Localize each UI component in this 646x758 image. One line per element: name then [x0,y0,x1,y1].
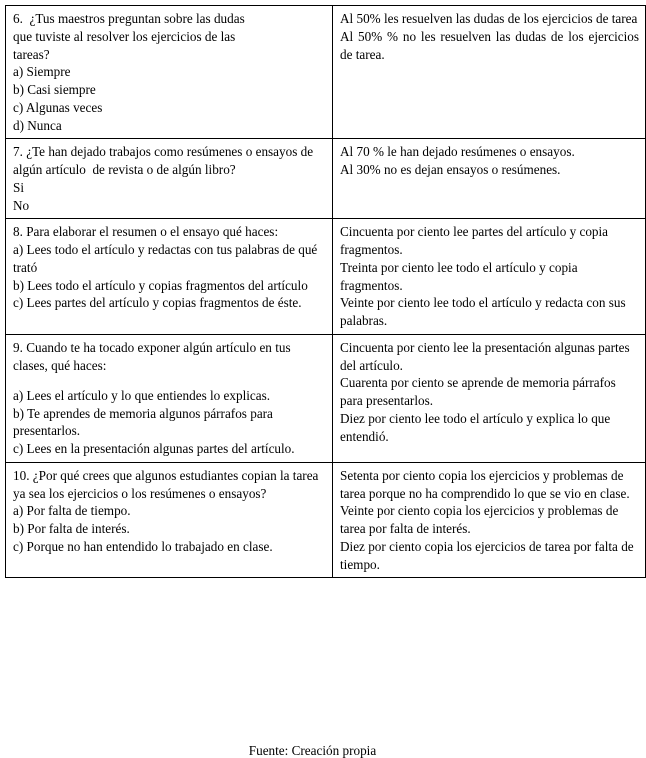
question-option: b) Te aprendes de memoria algunos párrafos para presentarlos. [13,405,277,439]
answer-line: Al 50% % no les resuelven las dudas de los ejercicios de tarea. [340,28,643,62]
question-cell-q6 [6,6,333,139]
answer-line: Al 30% no es dejan ensayos o resúmenes. [340,162,561,177]
answer-line: Cuarenta por ciento se aprende de memoria párrafos para presentarlos. [340,375,620,408]
question-cell-q7 [6,139,333,219]
question-option: d) Nunca [13,117,62,133]
table-row [6,219,646,335]
question-line: 6. ¿Tus maestros preguntan sobre las dudas [13,11,245,26]
question-line: 9. Cuando te ha tocado exponer algún artículo en tus clases, qué haces: [13,339,294,373]
question-line: 7. ¿Te han dejado trabajos como resúmenes o ensayos de algún artículo de revista o de algún libro? [13,144,317,177]
figure-caption-clipped [0,743,625,758]
answer-line: Setenta por ciento copia los ejercicios y problemas de tarea porque no ha comprendido lo que se vio en clase. [340,467,630,501]
answer-line: Veinte por ciento copia los ejercicios y problemas de tarea por falta de interés. [340,503,622,537]
question-option: a) Lees el artículo y lo que entiendes lo explicas. [13,387,271,403]
answer-line: Veinte por ciento lee todo el artículo y redacta con sus palabras. [340,295,629,328]
question-option: b) Casi siempre [13,82,96,97]
table-row [6,334,646,462]
answer-line: Al 50% les resuelven las dudas de los ejercicios de tarea [340,11,638,26]
question-option: b) Por falta de interés. [13,521,130,537]
question-line: 8. Para elaborar el resumen o el ensayo qué haces: [13,224,279,240]
table-row [6,462,646,578]
answer-line: Cincuenta por ciento lee partes del artículo y copia fragmentos. [340,224,612,257]
question-option: c) Porque no han entendido lo trabajado en clase. [13,538,273,554]
table-body [6,6,646,578]
figure-caption-text: Fuente: Creación propia [248,743,377,758]
table-row [6,6,646,139]
question-cell-q8 [6,219,333,335]
question-spacer [13,374,326,387]
question-cell-q10 [6,462,333,578]
answer-line: Diez por ciento lee todo el artículo y explica lo que entendió. [340,410,614,444]
table-row [6,139,646,219]
answer-cell-q10 [333,462,646,578]
question-option: c) Algunas veces [13,99,103,115]
question-line: tareas? [13,46,50,62]
question-option: a) Por falta de tiempo. [13,503,131,519]
questionnaire-table [5,5,646,578]
question-option: No [13,197,30,213]
question-option: Si [13,179,24,195]
answer-line: Cincuenta por ciento lee la presentación algunas partes del artículo. [340,339,633,373]
question-cell-q9 [6,334,333,462]
answer-line: Treinta por ciento lee todo el artículo y copia fragmentos. [340,259,581,293]
question-option: a) Lees todo el artículo y redactas con tus palabras de qué trató [13,242,321,275]
question-option: c) Lees en la presentación algunas partes del artículo. [13,441,295,457]
question-option: c) Lees partes del artículo y copias fragmentos de éste. [13,295,302,311]
question-option: a) Siempre [13,64,71,80]
question-line: 10. ¿Por qué crees que algunos estudiantes copian la tarea ya sea los ejercicios o los resúmenes o ensayos? [13,467,322,501]
answer-line: Al 70 % le han dejado resúmenes o ensayos. [340,144,575,160]
answer-line: Diez por ciento copia los ejercicios de tarea por falta de tiempo. [340,538,637,572]
answer-cell-q6 [333,6,646,139]
question-line: que tuviste al resolver los ejercicios de las [13,28,236,44]
answer-cell-q7 [333,139,646,219]
answer-cell-q8 [333,219,646,335]
answer-cell-q9 [333,334,646,462]
question-option: b) Lees todo el artículo y copias fragmentos del artículo [13,277,308,293]
